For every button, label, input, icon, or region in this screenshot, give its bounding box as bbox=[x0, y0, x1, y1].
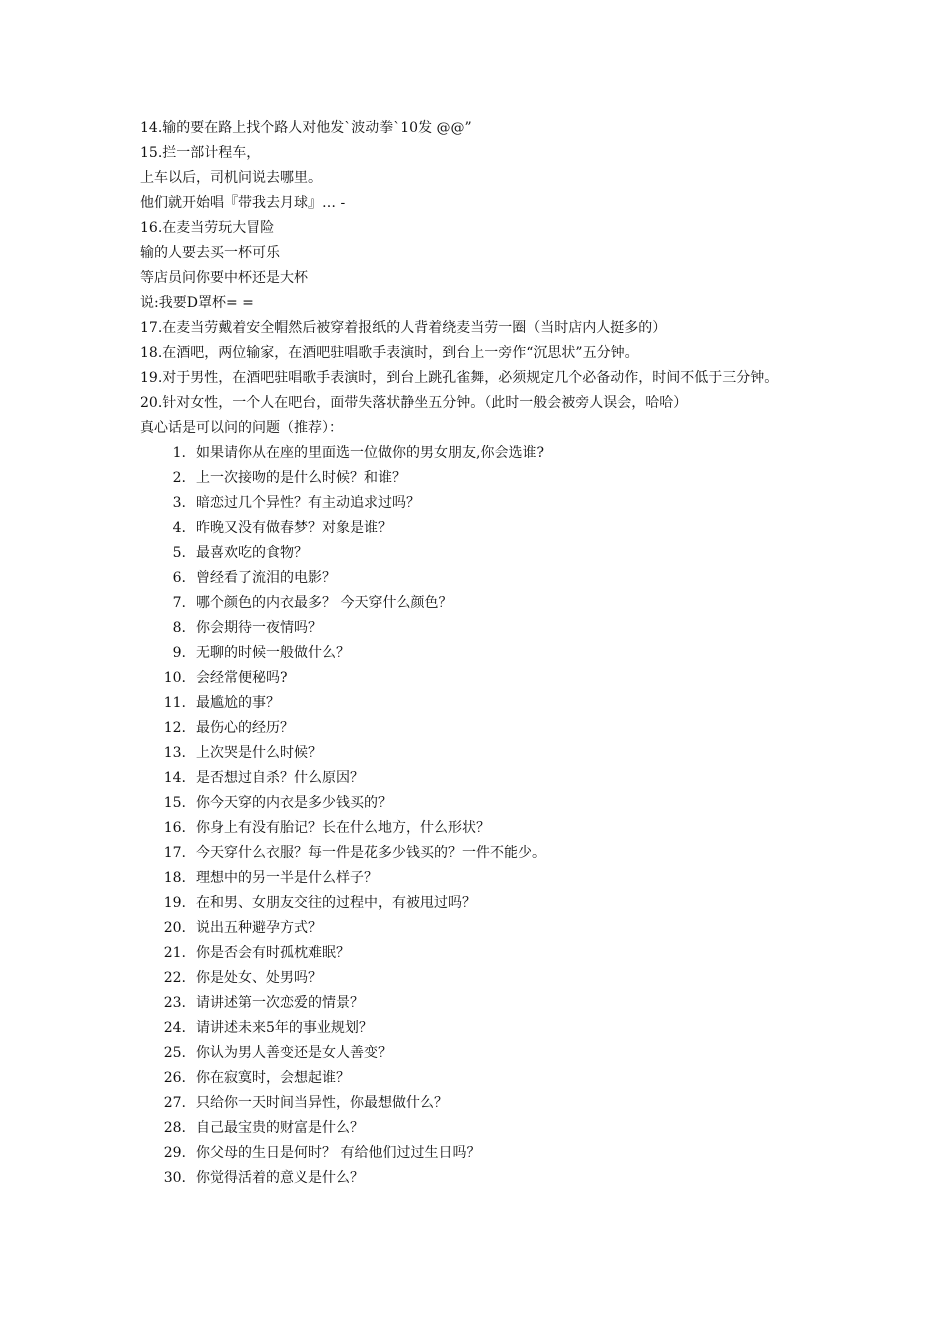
list-item bbox=[140, 791, 830, 816]
list-item-text: 你是否会有时孤枕难眠？ bbox=[196, 945, 350, 961]
list-item bbox=[140, 566, 830, 591]
list-item-text: 如果请你从在座的里面选一位做你的男女朋友,你会选谁? bbox=[196, 445, 544, 461]
list-item-number: 26. bbox=[163, 1070, 186, 1086]
list-item bbox=[140, 966, 830, 991]
list-item-text: 你是处女、处男吗？ bbox=[196, 970, 322, 986]
list-item-number: 24. bbox=[163, 1020, 186, 1036]
list-item-number: 3. bbox=[172, 495, 186, 511]
list-item-number: 14. bbox=[163, 770, 186, 786]
list-item-text: 哪个颜色的内衣最多？ 今天穿什么颜色？ bbox=[196, 595, 453, 611]
list-item-text: 最尴尬的事？ bbox=[196, 695, 280, 711]
list-item-number: 6. bbox=[172, 570, 186, 586]
list-item-text: 今天穿什么衣服？每一件是花多少钱买的？一件不能少。 bbox=[196, 845, 546, 861]
list-item bbox=[140, 441, 830, 466]
list-item-text: 你父母的生日是何时？ 有给他们过过生日吗？ bbox=[196, 1145, 481, 1161]
list-item-text: 上次哭是什么时候？ bbox=[196, 745, 322, 761]
list-item-text: 无聊的时候一般做什么？ bbox=[196, 645, 350, 661]
list-item-text: 你身上有没有胎记？长在什么地方，什么形状？ bbox=[196, 820, 490, 836]
list-item-text: 你觉得活着的意义是什么？ bbox=[196, 1170, 364, 1186]
list-item-number: 12. bbox=[163, 720, 186, 736]
list-item bbox=[140, 641, 830, 666]
list-item-text: 你认为男人善变还是女人善变？ bbox=[196, 1045, 392, 1061]
list-item bbox=[140, 491, 830, 516]
list-item bbox=[140, 716, 830, 741]
list-item-number: 9. bbox=[172, 645, 186, 661]
list-item-number: 15. bbox=[163, 795, 186, 811]
list-item-text: 会经常便秘吗? bbox=[196, 670, 288, 686]
paragraph-line: 15.拦一部计程车， bbox=[140, 145, 261, 161]
paragraph-line: 19.对于男性，在酒吧驻唱歌手表演时，到台上跳孔雀舞，必须规定几个必备动作，时间不低于三分钟。 bbox=[140, 370, 779, 386]
paragraph-line: 说:我要D罩杯= = bbox=[140, 295, 254, 311]
list-item-number: 21. bbox=[163, 945, 186, 961]
list-item-text: 请讲述第一次恋爱的情景？ bbox=[196, 995, 364, 1011]
list-item-number: 25. bbox=[163, 1045, 186, 1061]
list-item bbox=[140, 1116, 830, 1141]
list-item-text: 你在寂寞时，会想起谁？ bbox=[196, 1070, 350, 1086]
section-heading: 真心话是可以问的问题（推荐）： bbox=[140, 420, 343, 436]
list-item-number: 28. bbox=[163, 1120, 186, 1136]
list-item-text: 在和男、女朋友交往的过程中，有被甩过吗？ bbox=[196, 895, 476, 911]
paragraph-line: 18.在酒吧，两位输家，在酒吧驻唱歌手表演时，到台上一旁作“沉思状”五分钟。 bbox=[140, 345, 639, 361]
paragraph-line: 他们就开始唱『带我去月球』… - bbox=[140, 195, 346, 211]
list-item bbox=[140, 991, 830, 1016]
list-item bbox=[140, 916, 830, 941]
list-item bbox=[140, 816, 830, 841]
list-item bbox=[140, 616, 830, 641]
list-item-number: 7. bbox=[172, 595, 186, 611]
list-item bbox=[140, 1166, 830, 1191]
list-item bbox=[140, 1141, 830, 1166]
paragraph-line: 输的人要去买一杯可乐 bbox=[140, 245, 280, 261]
list-item-number: 27. bbox=[163, 1095, 186, 1111]
list-item bbox=[140, 591, 830, 616]
list-item-number: 23. bbox=[163, 995, 186, 1011]
list-item bbox=[140, 766, 830, 791]
list-item-number: 1. bbox=[172, 445, 186, 461]
list-item-text: 自己最宝贵的财富是什么？ bbox=[196, 1120, 364, 1136]
list-item-number: 20. bbox=[163, 920, 186, 936]
list-item-number: 16. bbox=[163, 820, 186, 836]
list-item-number: 4. bbox=[172, 520, 186, 536]
paragraph-line: 等店员问你要中杯还是大杯 bbox=[140, 270, 308, 286]
list-item-text: 最喜欢吃的食物？ bbox=[196, 545, 308, 561]
list-item-text: 说出五种避孕方式？ bbox=[196, 920, 322, 936]
list-item-text: 昨晚又没有做春梦？对象是谁？ bbox=[196, 520, 392, 536]
paragraph-line: 16.在麦当劳玩大冒险 bbox=[140, 220, 275, 236]
list-item-number: 17. bbox=[163, 845, 186, 861]
list-item-number: 8. bbox=[172, 620, 186, 636]
list-item bbox=[140, 666, 830, 691]
list-item bbox=[140, 1091, 830, 1116]
list-item bbox=[140, 691, 830, 716]
list-item-number: 5. bbox=[172, 545, 186, 561]
list-item bbox=[140, 1066, 830, 1091]
list-item bbox=[140, 541, 830, 566]
list-item-text: 理想中的另一半是什么样子？ bbox=[196, 870, 378, 886]
list-item-text: 你会期待一夜情吗？ bbox=[196, 620, 322, 636]
list-item bbox=[140, 466, 830, 491]
list-item-number: 11. bbox=[163, 695, 186, 711]
paragraph-line: 17.在麦当劳戴着安全帽然后被穿着报纸的人背着绕麦当劳一圈（当时店内人挺多的） bbox=[140, 320, 667, 336]
list-item-text: 你今天穿的内衣是多少钱买的？ bbox=[196, 795, 392, 811]
list-item bbox=[140, 841, 830, 866]
paragraph-line: 20.针对女性，一个人在吧台，面带失落状静坐五分钟。（此时一般会被旁人误会，哈哈） bbox=[140, 395, 688, 411]
list-item-text: 暗恋过几个异性？有主动追求过吗？ bbox=[196, 495, 420, 511]
list-item bbox=[140, 1041, 830, 1066]
list-item bbox=[140, 891, 830, 916]
list-item-text: 是否想过自杀？什么原因？ bbox=[196, 770, 364, 786]
list-item-text: 请讲述未来5年的事业规划？ bbox=[196, 1020, 373, 1036]
paragraph-line: 14.输的要在路上找个路人对他发`波动拳`10发 @@” bbox=[140, 120, 472, 136]
list-item bbox=[140, 741, 830, 766]
list-item-number: 30. bbox=[163, 1170, 186, 1186]
list-item-text: 曾经看了流泪的电影？ bbox=[196, 570, 336, 586]
paragraph-line: 上车以后，司机问说去哪里。 bbox=[140, 170, 322, 186]
list-item-text: 最伤心的经历？ bbox=[196, 720, 294, 736]
list-item-number: 19. bbox=[163, 895, 186, 911]
list-item-number: 29. bbox=[163, 1145, 186, 1161]
list-item-text: 上一次接吻的是什么时候？和谁？ bbox=[196, 470, 406, 486]
document-page bbox=[140, 116, 830, 1191]
question-list bbox=[140, 441, 830, 1191]
list-item-text: 只给你一天时间当异性，你最想做什么？ bbox=[196, 1095, 448, 1111]
list-item-number: 13. bbox=[163, 745, 186, 761]
list-item-number: 22. bbox=[163, 970, 186, 986]
list-item bbox=[140, 941, 830, 966]
list-item-number: 2. bbox=[172, 470, 186, 486]
list-item-number: 18. bbox=[163, 870, 186, 886]
list-item-number: 10. bbox=[163, 670, 186, 686]
paragraph-block bbox=[140, 116, 830, 441]
list-item bbox=[140, 1016, 830, 1041]
list-item bbox=[140, 866, 830, 891]
list-item bbox=[140, 516, 830, 541]
